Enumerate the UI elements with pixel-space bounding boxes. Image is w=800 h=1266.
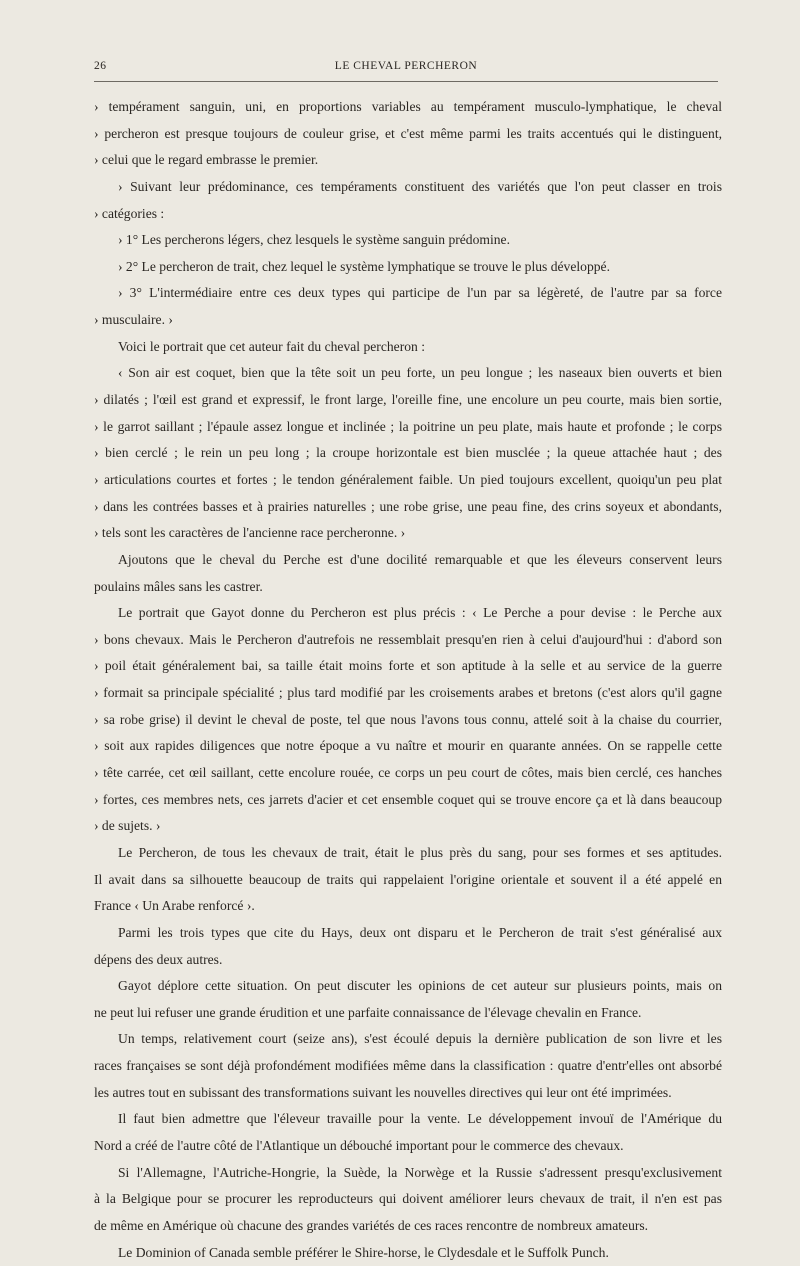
text-line: › sa robe grise) il devint le cheval de poste, tel que nous l'avons tous connu, attelé soit à la chaise du courrier, [94,711,722,727]
text-line: Si l'Allemagne, l'Autriche-Hongrie, la Suède, la Norwège et la Russie s'adressent presqu'exclusivement [118,1164,722,1180]
text-line: › poil était généralement bai, sa taille était moins forte et son aptitude à la selle et au service de la guerre [94,658,722,674]
header-rule [94,81,718,82]
text-line: › 2° Le percheron de trait, chez lequel le système lymphatique se trouve le plus développé. [118,258,610,274]
text-line: Le portrait que Gayot donne du Percheron est plus précis : ‹ Le Perche a pour devise : le Perche aux [118,605,722,621]
text-line: Gayot déplore cette situation. On peut discuter les opinions de cet auteur sur plusieurs points, mais on [118,978,722,994]
text-line: › tels sont les caractères de l'ancienne race percheronne. › [94,525,406,541]
running-title: LE CHEVAL PERCHERON [334,60,478,72]
text-line: les autres tout en subissant des transformations suivant les nouvelles directives qui leur ont été imprimées. [94,1084,672,1100]
text-line: › celui que le regard embrasse le premier. [94,152,319,168]
text-line: › dans les contrées basses et à prairies naturelles ; une robe grise, une peau fine, des crins soyeux et abondants, [94,498,722,514]
text-line: › percheron est presque toujours de couleur grise, et c'est même parmi les traits accentués qui le distinguent, [94,125,722,141]
running-header [94,60,718,76]
text-line: Parmi les trois types que cite du Hays, deux ont disparu et le Percheron de trait s'est généralisé aux [118,924,722,940]
text-line: › soit aux rapides diligences que notre époque a vu naître et mourir en quarante années. On se rappelle cette [94,738,722,754]
text-line: ‹ Son air est coquet, bien que la tête soit un peu forte, un peu longue ; les naseaux bien ouverts et bien [118,365,722,381]
text-line: › 3° L'intermédiaire entre ces deux types qui participe de l'un par sa légèreté, de l'autre par sa force [118,285,722,301]
text-line: dépens des deux autres. [94,951,223,967]
page-number: 26 [94,60,107,72]
body-text [94,94,722,1266]
text-line: › dilatés ; l'œil est grand et expressif, le front large, l'oreille fine, une encolure un peu courte, mais bien sortie, [94,392,722,408]
text-line: › formait sa principale spécialité ; plus tard modifié par les croisements arabes et bretons (c'est alors qu'il gagne [94,685,722,701]
text-line: Le Percheron, de tous les chevaux de trait, était le plus près du sang, pour ses formes et ses aptitudes. [118,844,722,860]
text-line: de même en Amérique où chacune des grandes variétés de ces races rencontre de nombreux amateurs. [94,1217,649,1233]
text-line: Il avait dans sa silhouette beaucoup de traits qui rappelaient l'origine orientale et souvent il a été appelé en [94,871,722,887]
text-line: › bons chevaux. Mais le Percheron d'autrefois ne ressemblait presqu'en rien à celui d'aujourd'hui : d'abord son [94,631,722,647]
text-line: › catégories : [94,205,165,221]
text-line: › articulations courtes et fortes ; le tendon généralement faible. Un pied toujours excellent, quoiqu'un peu plat [94,471,722,487]
text-line: races françaises se sont déjà profondément modifiées même dans la classification : quatre d'entr'elles ont absorbé [94,1058,722,1074]
text-line: Il faut bien admettre que l'éleveur travaille pour la vente. Le développement invouï de l'Amérique du [118,1111,722,1127]
text-line: France ‹ Un Arabe renforcé ›. [94,898,255,914]
text-line: Nord a créé de l'autre côté de l'Atlantique un débouché important pour le commerce des chevaux. [94,1137,624,1153]
text-line: › le garrot saillant ; l'épaule assez longue et inclinée ; la poitrine un peu plate, mais haute et profonde ; le corps [94,418,722,434]
text-line: › fortes, ces membres nets, ces jarrets d'acier et cet ensemble coquet qui se trouve encore ça et là dans beaucoup [94,791,722,807]
text-line: › Suivant leur prédominance, ces tempéraments constituent des variétés que l'on peut classer en trois [118,178,722,194]
text-line: › tempérament sanguin, uni, en proportions variables au tempérament musculo-lymphatique, le cheval [94,99,722,114]
text-line: à la Belgique pour se procurer les reproducteurs qui doivent améliorer leurs chevaux de trait, il n'en est pas [94,1191,722,1207]
text-line: › 1° Les percherons légers, chez lesquels le système sanguin prédomine. [118,232,510,248]
text-line: › musculaire. › [94,312,173,328]
text-line: Voici le portrait que cet auteur fait du cheval percheron : [118,338,425,354]
text-line: Le Dominion of Canada semble préférer le Shire-horse, le Clydesdale et le Suffolk Punch. [118,1244,609,1260]
text-line: Un temps, relativement court (seize ans), s'est écoulé depuis la dernière publication de son livre et les [118,1031,722,1047]
text-line: poulains mâles sans les castrer. [94,578,263,594]
text-line: › de sujets. › [94,818,161,834]
text-line: › tête carrée, cet œil saillant, cette encolure rouée, ce corps un peu court de côtes, mais bien cerclé, ces hanches [94,765,722,781]
text-line: › bien cerclé ; le rein un peu long ; la croupe horizontale est bien musclée ; la queue attachée haut ; des [94,445,722,461]
text-line: ne peut lui refuser une grande érudition et une parfaite connaissance de l'élevage chevalin en France. [94,1004,642,1020]
text-line: Ajoutons que le cheval du Perche est d'une docilité remarquable et que les éleveurs conservent leurs [118,551,722,567]
